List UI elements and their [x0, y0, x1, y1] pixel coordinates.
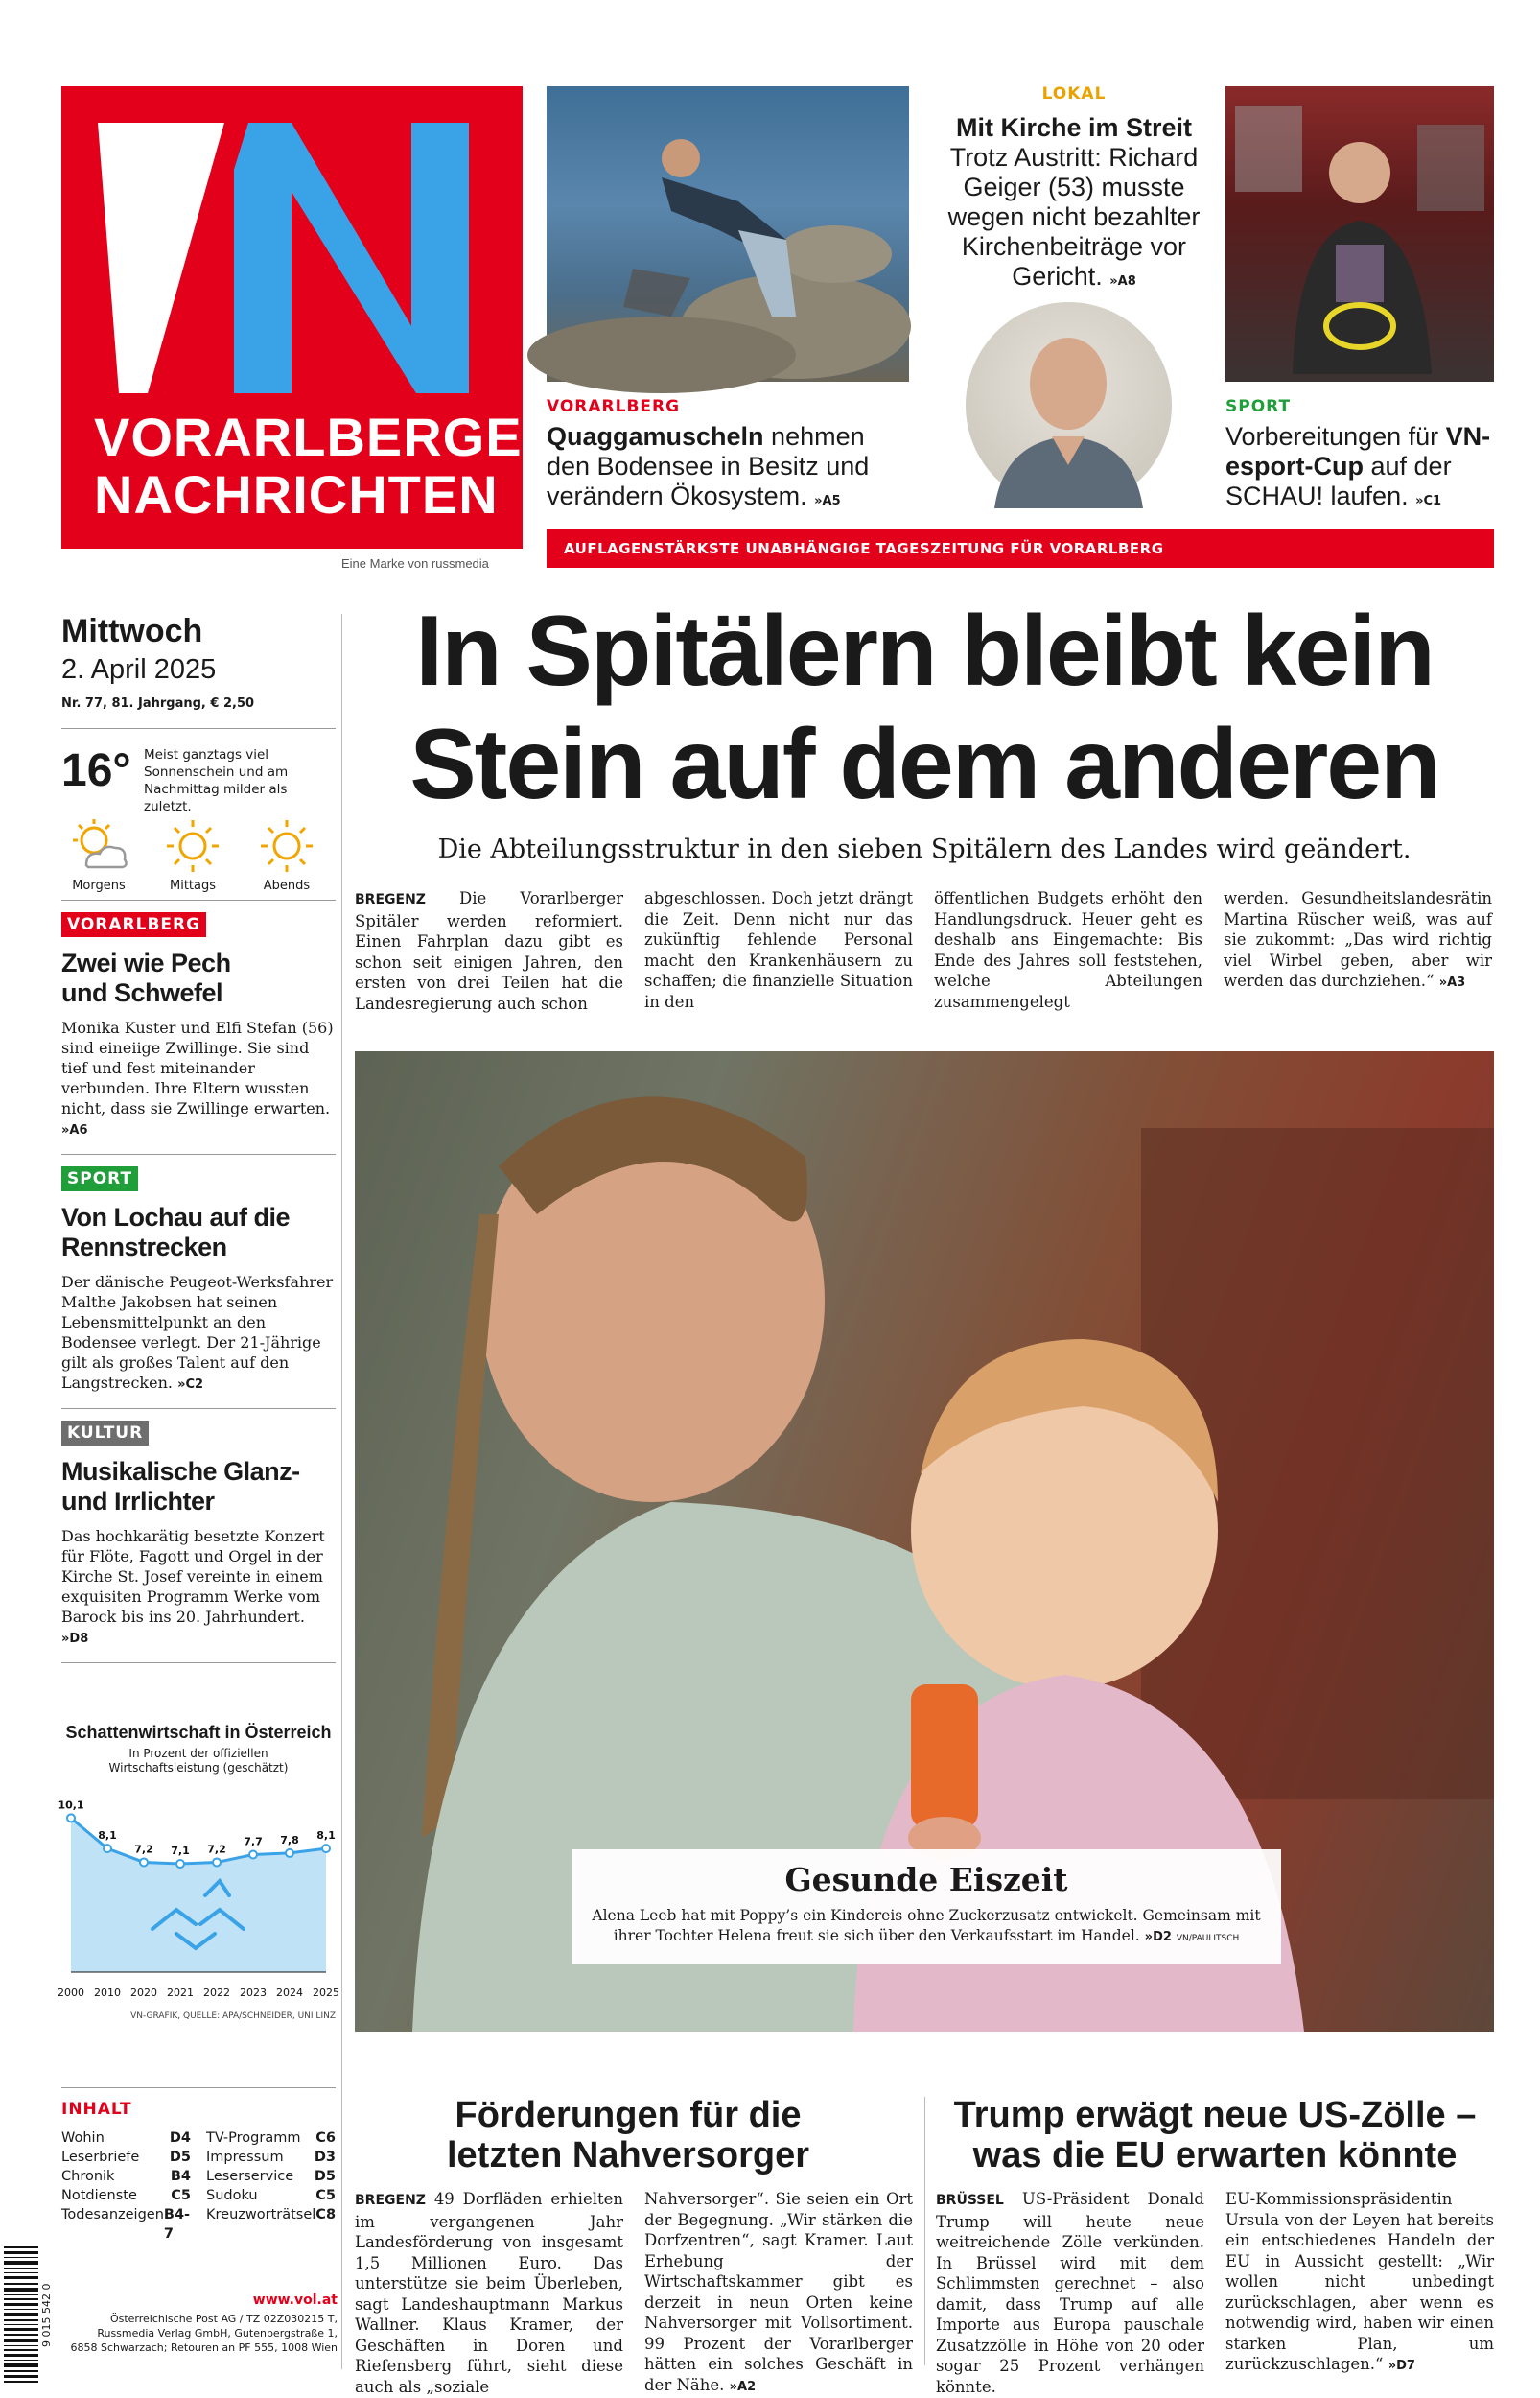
- lead-headline-line2: Stein auf dem anderen: [409, 709, 1439, 820]
- toc-item[interactable]: [206, 2148, 336, 2167]
- teaser-vorarlberg-ref: »A5: [814, 494, 841, 508]
- photo-caption-body: Alena Leeb hat mit Poppy’s ein Kindereis ohne Zuckerzusatz entwickelt. Gemeinsam mit ihrer Tochter Helena freut sie sich über den Verkaufsstart im Handel.: [592, 1907, 1261, 1944]
- toc-columns: [61, 2128, 336, 2244]
- dateline-issue: Nr. 77, 81. Jahrgang, € 2,50: [61, 696, 255, 711]
- sidebar-text: [61, 1526, 336, 1649]
- toc-item[interactable]: [61, 2167, 191, 2186]
- chart-point: [249, 1851, 257, 1859]
- sun-icon: [159, 817, 226, 875]
- imprint-url[interactable]: www.vol.at: [252, 2292, 338, 2308]
- toc-col-right: [206, 2128, 336, 2244]
- lead-col-4: [1224, 888, 1492, 1014]
- weather-label-morning: Morgens: [72, 879, 126, 893]
- chart-data-label: 8,1: [316, 1829, 336, 1843]
- chart-x-tick-label: 2000: [58, 1987, 84, 1999]
- teaser-sport-ref: »C1: [1415, 494, 1442, 508]
- column-divider: [341, 614, 342, 2369]
- story-left-col-1-text: 49 Dorfläden erhielten im vergangenen Jahr Landesförderung von insgesamt 1,5 Millionen Euro. Das unterstütze sie beim Überleben, sagt Landeshauptmann Markus Wallner. Klaus Kramer, der Geschäften in Doren und Riefensberg führt, sieht diese auch als „soziale: [355, 2190, 624, 2396]
- chart-point: [176, 1860, 184, 1868]
- toc-item-page: C5: [315, 2188, 336, 2203]
- toc-item-name: Leserbriefe: [61, 2150, 140, 2165]
- chart-data-label: 10,1: [58, 1798, 84, 1812]
- imprint: [67, 2292, 338, 2355]
- toc-item-name: Kreuzworträtsel: [206, 2207, 316, 2222]
- story-right-col-1: [936, 2189, 1204, 2397]
- partly-cloudy-icon: [65, 817, 132, 875]
- teaser-sport-pre: Vorbereitungen für: [1225, 422, 1446, 451]
- sidebar-teaser-kultur[interactable]: [61, 1421, 336, 1649]
- chart-x-tick-label: 2022: [203, 1987, 230, 1999]
- sidebar-text: [61, 1018, 336, 1140]
- chart-x-tick-label: 2021: [167, 1987, 194, 1999]
- chart-data-label: 7,8: [280, 1833, 299, 1846]
- toc-item[interactable]: [206, 2205, 336, 2224]
- story-right-col-1-text: US-Präsident Donald Trump will heute neue weitreichende Zölle verkünden. In Brüssel wird mit dem Schlimmsten gerechnet – also damit, dass Trump auf alle Importe aus Europa pauschale Zusatzzölle in Höhe von 20 oder sogar 25 Prozent verhängen könnte.: [936, 2190, 1204, 2396]
- sidebar-headline: Von Lochau auf die Rennstrecken: [61, 1203, 291, 1261]
- toc-item[interactable]: [206, 2128, 336, 2148]
- toc-item-page: C5: [171, 2188, 191, 2203]
- teaser-lokal-bold: Mit Kirche im Streit: [955, 113, 1193, 142]
- weather-temp: 16°: [61, 745, 131, 796]
- lead-headline[interactable]: [355, 595, 1494, 821]
- toc-item[interactable]: [206, 2186, 336, 2205]
- story-divider: [924, 2097, 925, 2365]
- lake-scene-illustration: [547, 86, 909, 382]
- teaser-lokal-portrait[interactable]: [966, 302, 1172, 508]
- sidebar-divider: [61, 1154, 336, 1155]
- weather-text: Meist ganztags viel Sonnenschein und am Nachmittag milder als zuletzt.: [144, 747, 289, 814]
- toc-item-page: D5: [169, 2150, 191, 2165]
- toc: [61, 2087, 336, 2244]
- story-right-col-2: [1225, 2189, 1494, 2397]
- sidebar-ref: »D8: [61, 1632, 89, 1646]
- photo-caption-ref: »D2: [1144, 1930, 1172, 1944]
- toc-divider: [61, 2087, 336, 2088]
- chart-data-label: 7,2: [207, 1843, 226, 1856]
- shadow-economy-chart: [58, 1723, 339, 2049]
- story-left-ref: »A2: [729, 2379, 757, 2394]
- lead-ref: »A3: [1438, 976, 1466, 990]
- toc-item-name: Wohin: [61, 2130, 105, 2146]
- masthead-logo[interactable]: [61, 86, 563, 549]
- sidebar-text-body: Monika Kuster und Elfi Stefan (56) sind eineiige Zwillinge. Sie sind tief und fest miteinander verbunden. Ihre Eltern wussten nicht, dass sie Zwillinge erwarten.: [61, 1019, 334, 1117]
- teaser-vorarlberg-body: nehmen den Bodensee in Besitz und verändern Ökosystem.: [547, 422, 870, 510]
- sidebar-teaser-vorarlberg[interactable]: [61, 912, 336, 1140]
- lead-dateline: BREGENZ: [355, 892, 426, 907]
- lead-col-2-text: abgeschlossen. Doch jetzt drängt die Zeit. Denn nicht nur das zukünftig fehlende Personal macht den Krankenhäusern zu schaffen; die finanzielle Situation in den: [644, 889, 913, 1011]
- lead-body: [355, 888, 1494, 1014]
- lead-col-3-text: öffentlichen Budgets erhöht den Handlungsdruck. Heuer geht es deshalb ans Eingemachte: Bis Ende des Jahres soll feststehen, welche Abteilungen zusammengelegt: [934, 889, 1202, 1011]
- story-left-headline[interactable]: [355, 2095, 901, 2175]
- story-left-headline-line1: Förderungen für die: [455, 2095, 802, 2135]
- weather-label-evening: Abends: [263, 879, 311, 893]
- toc-item-name: Leserservice: [206, 2169, 294, 2184]
- weather-slot-evening: [253, 817, 330, 893]
- sidebar-tag-sport: SPORT: [61, 1166, 138, 1191]
- toc-item-page: D3: [314, 2150, 336, 2165]
- barcode-icon: [4, 2245, 38, 2386]
- story-right-headline-line2: was die EU erwarten könnte: [972, 2135, 1458, 2175]
- story-right-headline[interactable]: [936, 2095, 1494, 2175]
- photo-caption-title: Gesunde Eiszeit: [784, 1861, 1068, 1898]
- chart-x-tick-label: 2023: [240, 1987, 267, 1999]
- photo-caption-box: [572, 1849, 1281, 1964]
- brand-note: Eine Marke von russmedia: [341, 556, 489, 571]
- story-right-ref: »D7: [1388, 2359, 1415, 2373]
- toc-item-name: Notdienste: [61, 2188, 137, 2203]
- story-left-col-2-text: Nahversorger“. Sie seien ein Ort der Begegnung. „Wir stärken die Dorfzentren“, sagt Kramer. Laut Erhebung der Wirtschaftskammer gibt es derzeit in neun Orten keine Nahversorger mit Vollsortiment. 99 Prozent der Vorarlberger hätten ein solches Geschäft in der Nähe.: [644, 2190, 913, 2394]
- lead-col-3: [934, 888, 1202, 1014]
- lead-col-4-text: werden. Gesundheitslandesrätin Martina Rüscher weiß, was auf sie zukommt: „Das wird richtig viel Wirbel geben, aber wir werden das durchziehen.“: [1224, 889, 1492, 990]
- lead-col-1: [355, 888, 623, 1014]
- story-right-col-2-text: EU-Kommissionspräsidentin Ursula von der Leyen hat bereits ein entschiedenes Handeln der EU in Aussicht gestellt: „Wir wollen nicht unbedingt zurückschlagen, aber wenn es notwendig wird, haben wir einen starken Plan, um zurückzuschlagen.“: [1225, 2190, 1494, 2373]
- sidebar-headline: Zwei wie Pech und Schwefel: [61, 949, 231, 1007]
- chart-x-tick-label: 2020: [130, 1987, 157, 1999]
- sidebar: [61, 612, 336, 2339]
- teaser-lokal-body: Trotz Austritt: Richard Geiger (53) musste wegen nicht bezahlter Kirchenbeiträge vor Gericht.: [947, 143, 1201, 291]
- masthead-name-line1: VORARLBERGER: [94, 407, 563, 467]
- story-left-col-2: [644, 2189, 913, 2397]
- chart-data-label: 7,2: [134, 1843, 153, 1856]
- toc-item-name: Chronik: [61, 2169, 115, 2184]
- chart-point: [286, 1849, 293, 1857]
- dateline-weekday: Mittwoch: [61, 613, 203, 649]
- photo-credit: VN/PAULITSCH: [1176, 1934, 1240, 1943]
- toc-item-page: B4-7: [163, 2207, 191, 2242]
- toc-item-page: C6: [315, 2130, 336, 2146]
- toc-item[interactable]: [61, 2148, 191, 2167]
- sidebar-teaser-sport[interactable]: [61, 1166, 336, 1395]
- masthead-name-line2: NACHRICHTEN: [94, 464, 499, 525]
- imprint-text: Österreichische Post AG / TZ 02Z030215 T, Russmedia Verlag GmbH, Gutenbergstraße 1, 6858 Schwarzach; Retouren an PF 555, 1008 Wien: [70, 2313, 338, 2354]
- toc-item-name: Todesanzeigen: [61, 2207, 164, 2222]
- chart-data-label: 8,1: [98, 1829, 117, 1843]
- chart-x-tick-label: 2024: [276, 1987, 303, 1999]
- story-left-col-1: [355, 2189, 623, 2397]
- weather-box: [61, 729, 336, 900]
- teaser-photo-lake[interactable]: [547, 86, 909, 382]
- story-left-body: [355, 2189, 913, 2397]
- dateline-date: 2. April 2025: [61, 654, 217, 685]
- teaser-lokal-text[interactable]: [945, 113, 1203, 296]
- sidebar-divider: [61, 1662, 336, 1663]
- teaser-lokal-ref: »A8: [1109, 274, 1136, 289]
- barcode-number: 9 015 542 0: [40, 2283, 53, 2348]
- chart-point: [213, 1858, 221, 1866]
- toc-item[interactable]: [206, 2167, 336, 2186]
- teaser-vorarlberg-text[interactable]: [547, 422, 911, 516]
- lead-col-2: [644, 888, 913, 1014]
- teaser-lokal-kicker: LOKAL: [1041, 84, 1107, 104]
- chart-point: [140, 1858, 148, 1866]
- main-photo[interactable]: [355, 1051, 1494, 2032]
- sidebar-tag-vorarlberg: VORARLBERG: [61, 912, 206, 937]
- chart-title: Schattenwirtschaft in Österreich: [65, 1723, 332, 1742]
- sidebar-tag-kultur: KULTUR: [61, 1421, 149, 1446]
- toc-item-name: Impressum: [206, 2150, 284, 2165]
- toc-item[interactable]: [61, 2128, 191, 2148]
- toc-item-name: TV-Programm: [206, 2130, 301, 2146]
- teaser-photo-esport[interactable]: [1225, 86, 1494, 382]
- esport-scene-illustration: [1225, 86, 1494, 382]
- sidebar-text-body: Das hochkarätig besetzte Konzert für Flöte, Fagott und Orgel in der Kirche St. Josef vereinte in einem exquisiten Programm Werke vom Barock bis ins 20. Jahrhundert.: [61, 1527, 325, 1626]
- tagline-bar: [547, 529, 1494, 568]
- teaser-vorarlberg-kicker: VORARLBERG: [547, 397, 681, 416]
- chart-plot: [58, 1775, 339, 2006]
- tagline-text: AUFLAGENSTÄRKSTE UNABHÄNGIGE TAGESZEITUNG FÜR VORARLBERG: [564, 540, 1164, 557]
- sidebar-divider: [61, 900, 336, 901]
- sun-icon: [253, 817, 320, 875]
- sidebar-headline: Musikalische Glanz- und Irrlichter: [61, 1457, 300, 1516]
- sidebar-ref: »C2: [177, 1377, 204, 1392]
- teaser-sport-bold: VN-esport-Cup: [1225, 422, 1491, 481]
- sidebar-divider: [61, 1408, 336, 1409]
- toc-item-name: Sudoku: [206, 2188, 258, 2203]
- teaser-sport-text[interactable]: [1225, 422, 1494, 516]
- sidebar-text: [61, 1272, 336, 1395]
- lead-headline-line1: In Spitälern bleibt kein: [415, 596, 1434, 707]
- chart-point: [104, 1845, 111, 1852]
- toc-item-page: D4: [169, 2130, 191, 2146]
- sidebar-ref: »A6: [61, 1123, 88, 1138]
- chart-point: [67, 1814, 75, 1822]
- story-right-headline-line1: Trump erwägt neue US-Zölle –: [953, 2095, 1477, 2135]
- toc-title: INHALT: [61, 2100, 132, 2119]
- weather-label-noon: Mittags: [169, 879, 216, 893]
- chart-subtitle: In Prozent der offiziellen Wirtschaftsleistung (geschätzt): [108, 1747, 289, 1775]
- toc-item-page: B4: [170, 2169, 191, 2184]
- story-left-headline-line2: letzten Nahversorger: [446, 2135, 809, 2175]
- teaser-sport-body: auf der SCHAU! laufen.: [1225, 452, 1452, 510]
- portrait-illustration: [966, 302, 1172, 508]
- chart-point: [322, 1845, 330, 1852]
- lead-col-1-text: Die Vorarlberger Spitäler werden reformiert. Einen Fahrplan dazu gibt es schon seit einigen Jahren, den ersten von drei Teilen hat die Landesregierung auch schon: [355, 889, 624, 1013]
- story-left-dateline: BREGENZ: [355, 2193, 426, 2208]
- chart-data-label: 7,7: [244, 1835, 263, 1848]
- chart-data-label: 7,1: [171, 1845, 190, 1858]
- toc-item-page: C8: [315, 2207, 337, 2222]
- photo-caption-text: [591, 1906, 1262, 1949]
- teaser-vorarlberg-bold: Quaggamuscheln: [547, 422, 764, 451]
- chart-source: VN-GRAFIK, QUELLE: APA/SCHNEIDER, UNI LINZ: [130, 2011, 336, 2021]
- toc-item[interactable]: [61, 2186, 191, 2205]
- chart-x-tick-label: 2025: [313, 1987, 339, 1999]
- weather-slot-morning: [65, 817, 142, 893]
- toc-item[interactable]: [61, 2205, 191, 2244]
- barcode: [4, 2245, 52, 2386]
- story-right-body: [936, 2189, 1494, 2397]
- toc-item-page: D5: [314, 2169, 336, 2184]
- chart-x-tick-label: 2010: [94, 1987, 121, 1999]
- toc-col-left: [61, 2128, 191, 2244]
- lead-deck: Die Abteilungsstruktur in den sieben Spitälern des Landes wird geändert.: [437, 835, 1412, 864]
- sidebar-text-body: Der dänische Peugeot-Werksfahrer Malthe Jakobsen hat seinen Lebensmittelpunkt an den Bodensee verlegt. Der 21-Jährige gilt als großes Talent auf den Langstrecken.: [61, 1273, 334, 1392]
- weather-slot-noon: [159, 817, 236, 893]
- teaser-sport-kicker: SPORT: [1225, 397, 1292, 416]
- story-right-dateline: BRÜSSEL: [936, 2193, 1004, 2208]
